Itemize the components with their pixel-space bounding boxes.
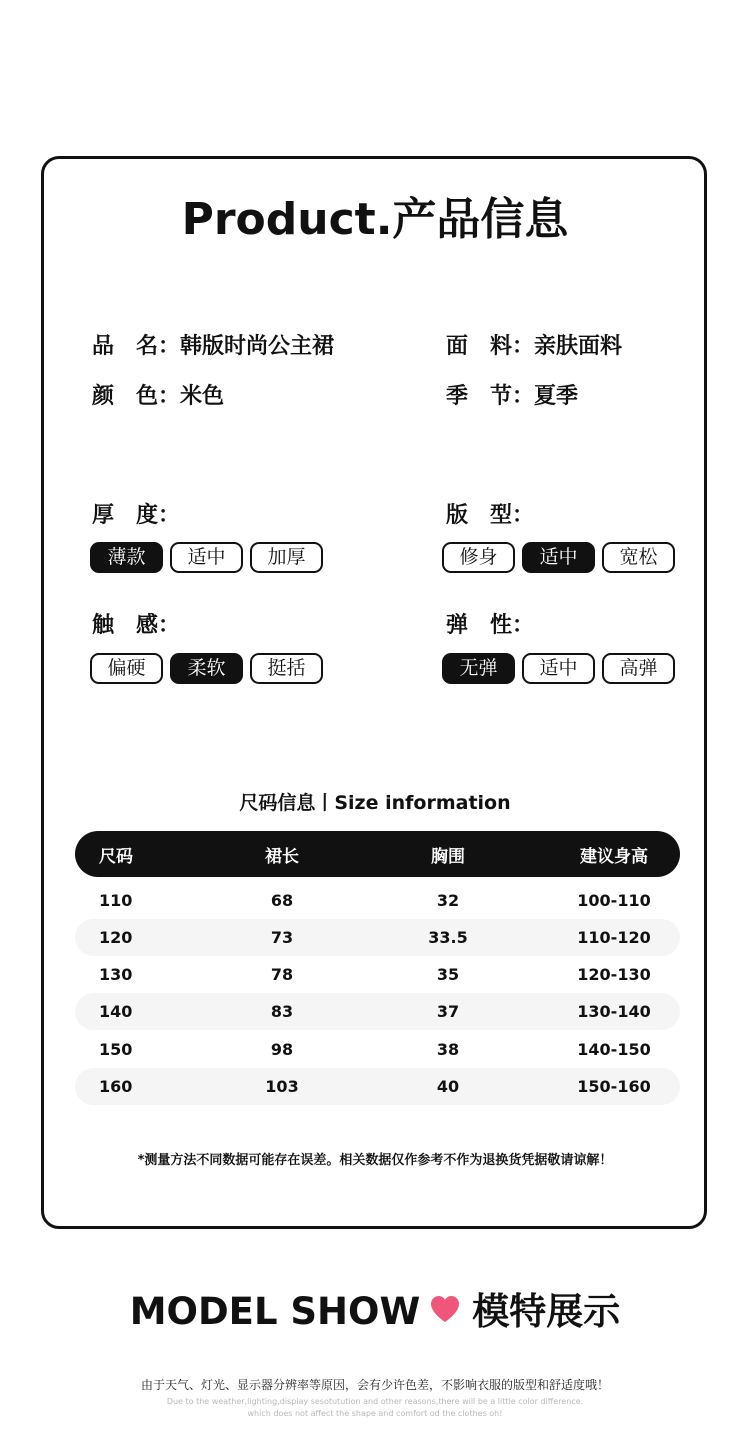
page-title: Product.产品信息 [181, 194, 569, 245]
table-row [75, 1068, 680, 1105]
info-material [446, 332, 622, 362]
cell-bust: 40 [436, 1077, 460, 1096]
footer-en-line1: Due to the weather,lighting,display sesotutution and other reasons,there will be a little color difference. [166, 1397, 584, 1406]
table-row [75, 1031, 680, 1068]
cell-size: 160 [99, 1077, 133, 1096]
size-table-header [75, 831, 680, 877]
cell-bust: 32 [436, 891, 460, 910]
touch-option[interactable]: 柔软 [170, 653, 243, 684]
header-bust: 胸围 [431, 846, 465, 867]
fit-option[interactable]: 修身 [442, 542, 515, 573]
elasticity-option[interactable]: 高弹 [602, 653, 675, 684]
model-show-cn: 模特展示 [472, 1290, 621, 1333]
footer-disclaimer-en [0, 1396, 750, 1420]
elasticity-option[interactable]: 适中 [522, 653, 595, 684]
model-show-en: MODEL SHOW [129, 1290, 421, 1333]
cell-bust: 38 [436, 1040, 460, 1059]
thickness-option[interactable]: 适中 [170, 542, 243, 573]
touch-option[interactable]: 偏硬 [90, 653, 163, 684]
cell-height: 140-150 [577, 1040, 651, 1059]
info-name-label: 品 名： [92, 334, 181, 359]
fit-option[interactable]: 适中 [522, 542, 595, 573]
table-row [75, 956, 680, 993]
cell-height: 150-160 [577, 1077, 651, 1096]
cell-length: 68 [270, 891, 294, 910]
table-row [75, 993, 680, 1030]
cell-size: 110 [99, 891, 133, 910]
elasticity-label: 弹 性： [446, 613, 535, 638]
cell-bust: 33.5 [428, 928, 468, 947]
cell-size: 140 [99, 1002, 133, 1021]
info-material-value: 亲肤面料 [534, 334, 623, 359]
info-name-value: 韩版时尚公主裙 [180, 334, 335, 359]
info-name [92, 332, 334, 362]
cell-size: 150 [99, 1040, 133, 1059]
touch-option[interactable]: 挺括 [250, 653, 323, 684]
cell-height: 130-140 [577, 1002, 651, 1021]
table-row [75, 882, 680, 919]
cell-height: 120-130 [577, 965, 651, 984]
cell-size: 120 [99, 928, 133, 947]
footer-en-line2: which does not affect the shape and comfort od the clothes oh! [247, 1409, 503, 1418]
model-show-heading [0, 1284, 750, 1342]
cell-bust: 37 [436, 1002, 460, 1021]
cell-length: 98 [270, 1040, 294, 1059]
cell-length: 103 [265, 1077, 299, 1096]
fit-label: 版 型： [446, 503, 535, 528]
thickness-options [90, 542, 323, 573]
cell-length: 78 [270, 965, 294, 984]
cell-height: 110-120 [577, 928, 651, 947]
header-size: 尺码 [99, 846, 133, 867]
info-season [446, 382, 578, 412]
heart-icon [430, 1283, 460, 1339]
elasticity-options [442, 653, 675, 684]
cell-length: 73 [270, 928, 294, 947]
info-color-label: 颜 色： [92, 384, 181, 409]
table-row [75, 919, 680, 956]
info-color [92, 382, 224, 412]
cell-height: 100-110 [577, 891, 651, 910]
thickness-label: 厚 度： [92, 503, 181, 528]
info-season-value: 夏季 [534, 384, 579, 409]
thickness-option[interactable]: 加厚 [250, 542, 323, 573]
size-note: *测量方法不同数据可能存在误差。相关数据仅作参考不作为退换货凭据敬请谅解！ [137, 1153, 613, 1168]
cell-bust: 35 [436, 965, 460, 984]
header-length: 裙长 [265, 846, 299, 867]
fit-options [442, 542, 675, 573]
info-color-value: 米色 [180, 384, 225, 409]
footer-disclaimer-cn: 由于天气、灯光、显示器分辨率等原因，会有少许色差，不影响衣服的版型和舒适度哦！ [140, 1378, 609, 1392]
thickness-option[interactable]: 薄款 [90, 542, 163, 573]
touch-label: 触 感： [92, 613, 181, 638]
elasticity-option[interactable]: 无弹 [442, 653, 515, 684]
header-height: 建议身高 [580, 846, 648, 867]
fit-option[interactable]: 宽松 [602, 542, 675, 573]
info-material-label: 面 料： [446, 334, 535, 359]
cell-size: 130 [99, 965, 133, 984]
size-title: 尺码信息丨Size information [239, 792, 511, 814]
touch-options [90, 653, 323, 684]
cell-length: 83 [270, 1002, 294, 1021]
info-season-label: 季 节： [446, 384, 535, 409]
